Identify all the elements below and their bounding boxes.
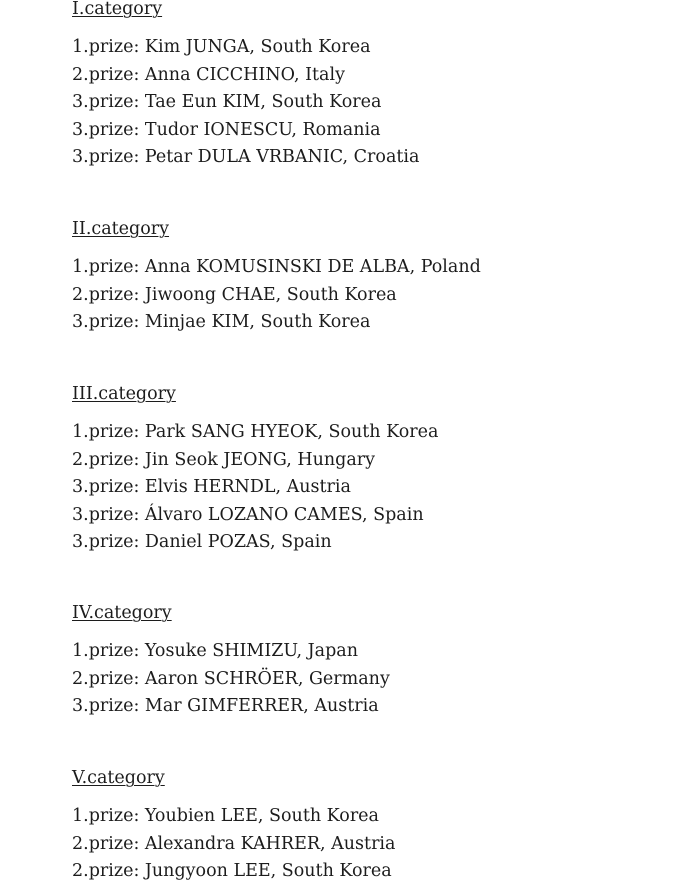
- category-heading: II.category: [72, 219, 170, 239]
- prize-list: [72, 254, 481, 337]
- prize-entry: 3.prize: Tudor IONESCU, Romania: [72, 119, 381, 140]
- prize-entry: 1.prize: Yosuke SHIMIZU, Japan: [72, 641, 359, 661]
- prize-entry: 3.prize: Elvis HERNDL, Austria: [72, 477, 351, 497]
- category-section-3: [72, 384, 438, 557]
- category-section-4: [72, 603, 390, 721]
- prize-entry: 2.prize: Aaron SCHRÖER, Germany: [72, 668, 390, 689]
- category-section-5: [72, 768, 395, 886]
- prize-entry: 2.prize: Jungyoon LEE, South Korea: [72, 861, 392, 881]
- prize-entry: 3.prize: Petar DULA VRBANIC, Croatia: [72, 147, 420, 167]
- prize-entry: 1.prize: Youbien LEE, South Korea: [72, 806, 379, 826]
- prize-entry: 2.prize: Jin Seok JEONG, Hungary: [72, 449, 376, 470]
- prize-entry: 2.prize: Anna CICCHINO, Italy: [72, 64, 345, 85]
- category-heading: III.category: [72, 384, 176, 404]
- prize-entry: 2.prize: Jiwoong CHAE, South Korea: [72, 284, 397, 305]
- category-heading: IV.category: [72, 603, 172, 623]
- prize-entry: 3.prize: Minjae KIM, South Korea: [72, 312, 371, 332]
- prize-list: [72, 34, 419, 172]
- category-section-2: [72, 219, 481, 337]
- category-section-1: [72, 0, 419, 172]
- prize-entry: 3.prize: Daniel POZAS, Spain: [72, 532, 332, 552]
- prize-entry: 1.prize: Kim JUNGA, South Korea: [72, 37, 371, 57]
- category-heading: V.category: [72, 768, 165, 788]
- prize-entry: 1.prize: Anna KOMUSINSKI DE ALBA, Poland: [72, 257, 481, 277]
- prize-list: [72, 419, 438, 557]
- category-heading: I.category: [72, 0, 163, 19]
- prize-entry: 3.prize: Tae Eun KIM, South Korea: [72, 92, 382, 112]
- prize-entry: 3.prize: Álvaro LOZANO CAMES, Spain: [72, 504, 424, 525]
- prize-entry: 2.prize: Alexandra KAHRER, Austria: [72, 833, 396, 854]
- prize-list: [72, 638, 390, 721]
- prize-entry: 3.prize: Mar GIMFERRER, Austria: [72, 696, 379, 716]
- prize-entry: 1.prize: Park SANG HYEOK, South Korea: [72, 422, 439, 442]
- prize-list: [72, 803, 395, 886]
